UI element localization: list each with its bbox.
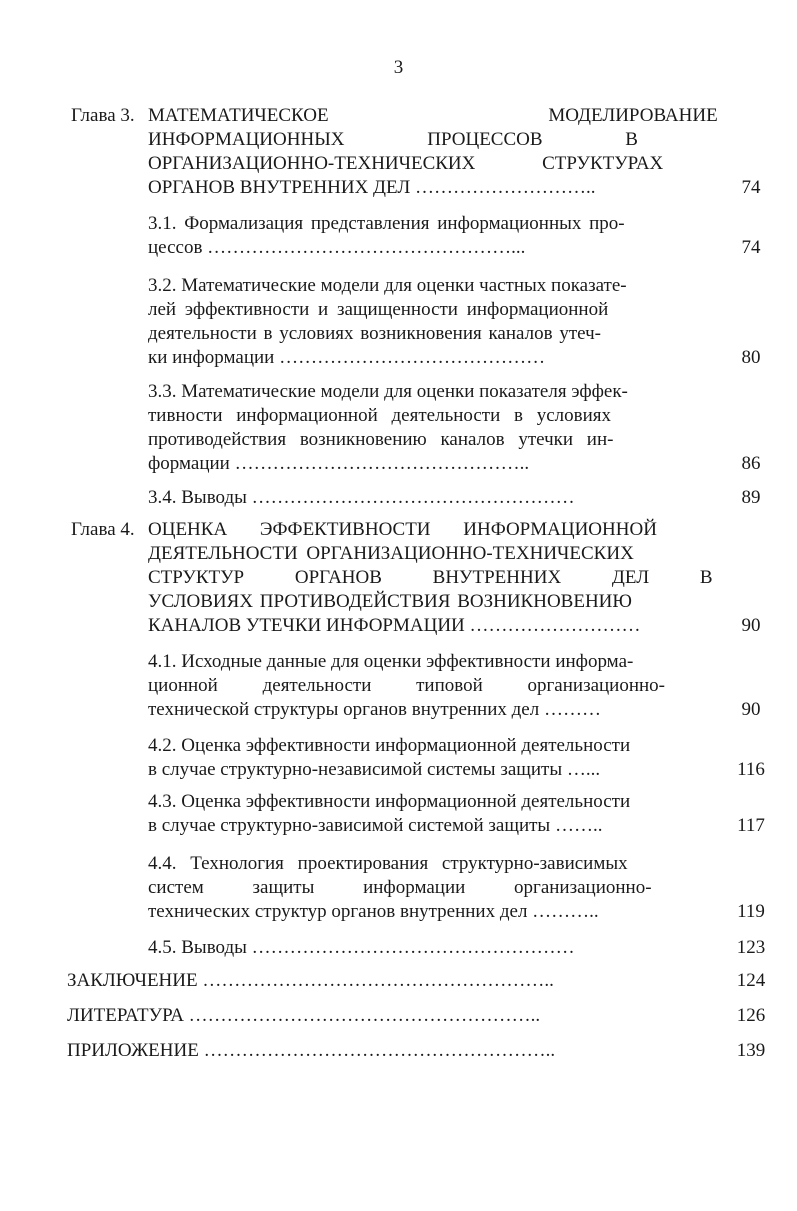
title-line: систем защиты информации организационно- (148, 877, 652, 898)
section-title (148, 852, 672, 924)
title-line-last: в случае структурно-независимой системы защиты …... (148, 759, 601, 780)
title-line: МАТЕМАТИЧЕСКОЕ МОДЕЛИРОВАНИЕ (148, 105, 718, 126)
title-line-last: 4.5. Выводы …………………………………………… (148, 937, 575, 958)
section-title (148, 734, 672, 782)
title-line-last: КАНАЛОВ УТЕЧКИ ИНФОРМАЦИИ ……………………… (148, 615, 641, 636)
page-ref[interactable]: 116 (737, 759, 765, 780)
toc-entry-conclusion (0, 969, 797, 993)
title-line: ДЕЯТЕЛЬНОСТИ ОРГАНИЗАЦИОННО-ТЕХНИЧЕСКИХ (148, 543, 634, 564)
chapter-title (148, 104, 718, 200)
section-title (148, 212, 672, 260)
title-line-last: ОРГАНОВ ВНУТРЕННИХ ДЕЛ ……………………….. (148, 177, 596, 198)
toc-entry-4-5 (0, 936, 797, 960)
entry-title (67, 969, 672, 993)
chapter-title (148, 518, 713, 638)
toc-entry-chapter-3 (0, 104, 797, 200)
toc-entry-3-3 (0, 380, 797, 476)
section-title (148, 790, 672, 838)
title-line: 4.4. Технология проектирования структурно-зависимых (148, 853, 628, 874)
page-ref[interactable]: 89 (741, 487, 761, 508)
page-ref[interactable]: 90 (741, 699, 761, 720)
toc-entry-3-4 (0, 486, 797, 510)
title-line-last: технических структур органов внутренних дел ……….. (148, 901, 599, 922)
title-line: 3.2. Математические модели для оценки частных показате- (148, 275, 627, 296)
toc-entry-3-2 (0, 274, 797, 370)
toc-entry-3-1 (0, 212, 797, 260)
page-ref[interactable]: 126 (736, 1005, 766, 1026)
page-ref[interactable]: 86 (741, 453, 761, 474)
entry-title (67, 1004, 672, 1028)
toc-entry-references (0, 1004, 797, 1028)
page-ref[interactable]: 139 (736, 1040, 766, 1061)
toc-entry-chapter-4 (0, 518, 797, 638)
title-line-last: 3.4. Выводы …………………………………………… (148, 487, 575, 508)
title-line-last: ки информации …………………………………… (148, 347, 546, 368)
chapter-label: Глава 4. (71, 519, 135, 540)
title-line-last: ЗАКЛЮЧЕНИЕ ……………………………………………….. (67, 970, 554, 991)
title-line: тивности информационной деятельности в условиях (148, 405, 612, 426)
section-title (148, 650, 672, 722)
title-line: лей эффективности и защищенности информационной (148, 299, 609, 320)
toc-entry-appendix (0, 1039, 797, 1063)
section-title (148, 274, 672, 370)
page-ref[interactable]: 123 (736, 937, 766, 958)
toc-entry-4-3 (0, 790, 797, 838)
title-line: 4.2. Оценка эффективности информационной деятельности (148, 735, 631, 756)
title-line-last: цессов …………………………………………... (148, 237, 526, 258)
page-ref[interactable]: 74 (741, 177, 761, 198)
title-line: 4.3. Оценка эффективности информационной деятельности (148, 791, 631, 812)
section-title (148, 936, 672, 960)
title-line: ОЦЕНКА ЭФФЕКТИВНОСТИ ИНФОРМАЦИОННОЙ (148, 519, 657, 540)
title-line: УСЛОВИЯХ ПРОТИВОДЕЙСТВИЯ ВОЗНИКНОВЕНИЮ (148, 591, 632, 612)
title-line-last: формации ……………………………………….. (148, 453, 530, 474)
entry-title (67, 1039, 672, 1063)
title-line: 3.3. Математические модели для оценки показателя эффек- (148, 381, 628, 402)
section-title (148, 380, 672, 476)
table-of-contents (0, 104, 797, 1063)
title-line-last: ПРИЛОЖЕНИЕ ……………………………………………….. (67, 1040, 556, 1061)
title-line: ИНФОРМАЦИОННЫХ ПРОЦЕССОВ В (148, 129, 638, 150)
page-ref[interactable]: 90 (741, 615, 761, 636)
page-ref[interactable]: 117 (737, 815, 765, 836)
page-number: 3 (393, 57, 404, 78)
page-ref[interactable]: 119 (737, 901, 765, 922)
title-line: деятельности в условиях возникновения каналов утеч- (148, 323, 601, 344)
title-line: ционной деятельности типовой организационно- (148, 675, 666, 696)
title-line-last: ЛИТЕРАТУРА ……………………………………………….. (67, 1005, 541, 1026)
title-line-last: технической структуры органов внутренних дел ……… (148, 699, 601, 720)
title-line: 3.1. Формализация представления информационных про- (148, 213, 625, 234)
page-ref[interactable]: 80 (741, 347, 761, 368)
page-ref[interactable]: 124 (736, 970, 766, 991)
toc-entry-4-1 (0, 650, 797, 722)
title-line: ОРГАНИЗАЦИОННО-ТЕХНИЧЕСКИХ СТРУКТУРАХ (148, 153, 664, 174)
title-line: 4.1. Исходные данные для оценки эффективности информа- (148, 651, 634, 672)
page-ref[interactable]: 74 (741, 237, 761, 258)
toc-entry-4-4 (0, 852, 797, 924)
title-line: СТРУКТУР ОРГАНОВ ВНУТРЕННИХ ДЕЛ В (148, 567, 713, 588)
chapter-label: Глава 3. (71, 105, 135, 126)
title-line: противодействия возникновению каналов утечки ин- (148, 429, 614, 450)
section-title (148, 486, 672, 510)
toc-entry-4-2 (0, 734, 797, 782)
title-line-last: в случае структурно-зависимой системой защиты …….. (148, 815, 603, 836)
